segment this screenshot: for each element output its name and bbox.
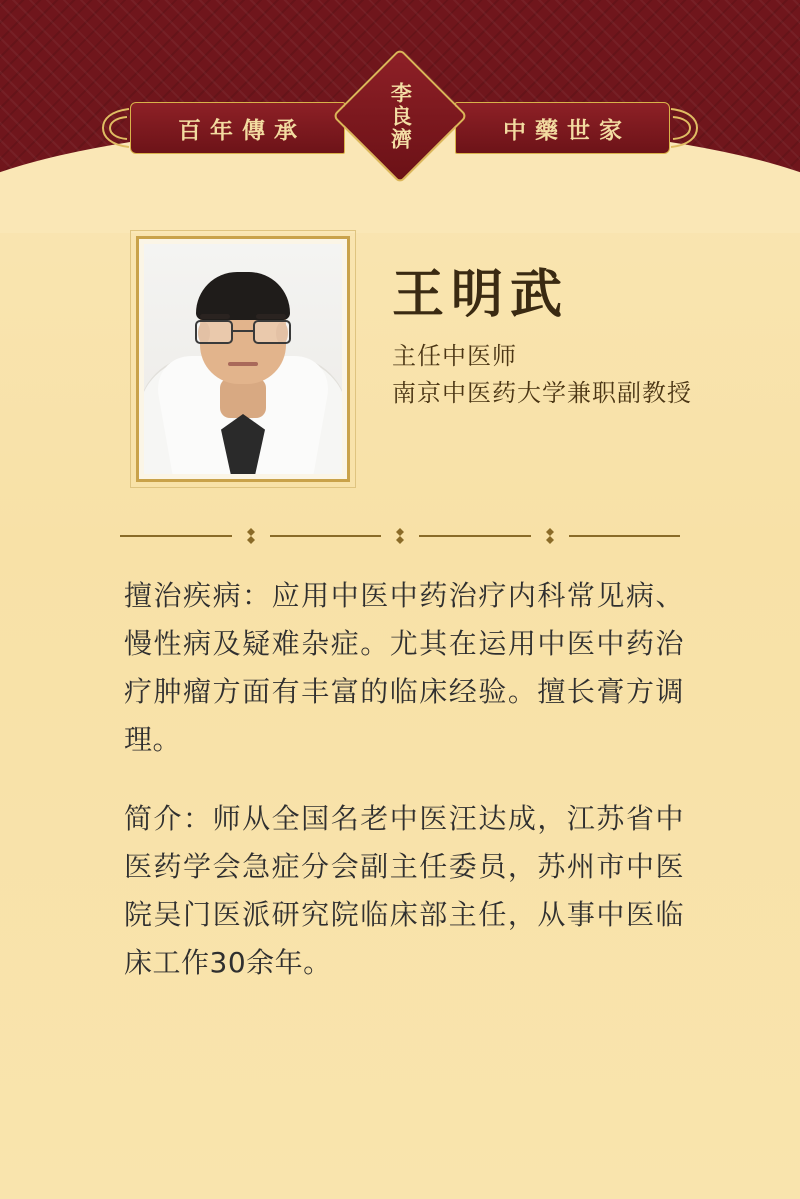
- portrait-brow-left: [200, 314, 230, 319]
- doctor-name: 王明武: [392, 264, 570, 325]
- brand-seal-text: 李良濟: [388, 81, 414, 151]
- slogan-right-text: 中藥世家: [503, 116, 631, 144]
- glasses-lens-left: [195, 320, 233, 344]
- content-section: [124, 572, 684, 1017]
- slogan-left-text: 百年傳承: [178, 116, 306, 144]
- biography-paragraph: 简介：师从全国名老中医汪达成，江苏省中医药学会急症分会副主任委员，苏州市中医院吴门医派研究院临床部主任，从事中医临床工作30余年。: [124, 801, 684, 980]
- glasses-lens-right: [253, 320, 291, 344]
- divider-line-right: [569, 535, 681, 537]
- portrait-frame: [136, 236, 350, 482]
- brand-seal-label-wrap: [330, 68, 470, 164]
- portrait-neck: [220, 378, 266, 418]
- glasses-icon: [191, 320, 295, 344]
- portrait-mouth: [228, 362, 258, 366]
- scroll-swirl-icon: [97, 105, 131, 151]
- portrait-brow-right: [256, 314, 286, 319]
- divider-line-mid: [270, 535, 382, 537]
- profile-section: [0, 228, 800, 488]
- scroll-swirl-icon: [669, 105, 703, 151]
- slogan-plate-right: [455, 102, 670, 154]
- glasses-bridge: [232, 330, 254, 332]
- slogan-plate-left: [130, 102, 345, 154]
- clover-ornament-icon: [391, 527, 409, 545]
- divider-line-left: [120, 535, 232, 537]
- clover-ornament-icon: [242, 527, 260, 545]
- portrait-photo: [144, 244, 342, 474]
- specialty-paragraph: 擅治疾病：应用中医中药治疗内科常见病、慢性病及疑难杂症。尤其在运用中医中药治疗肿瘤方面有丰富的临床经验。擅长膏方调理。: [124, 579, 684, 757]
- doctor-titles: [392, 338, 752, 412]
- clover-ornament-icon: [541, 527, 559, 545]
- doctor-title-secondary: 南京中医药大学兼职副教授: [392, 379, 692, 408]
- divider-line-mid2: [419, 535, 531, 537]
- doctor-title-primary: 主任中医师: [392, 342, 517, 370]
- ornamental-divider: [120, 524, 680, 548]
